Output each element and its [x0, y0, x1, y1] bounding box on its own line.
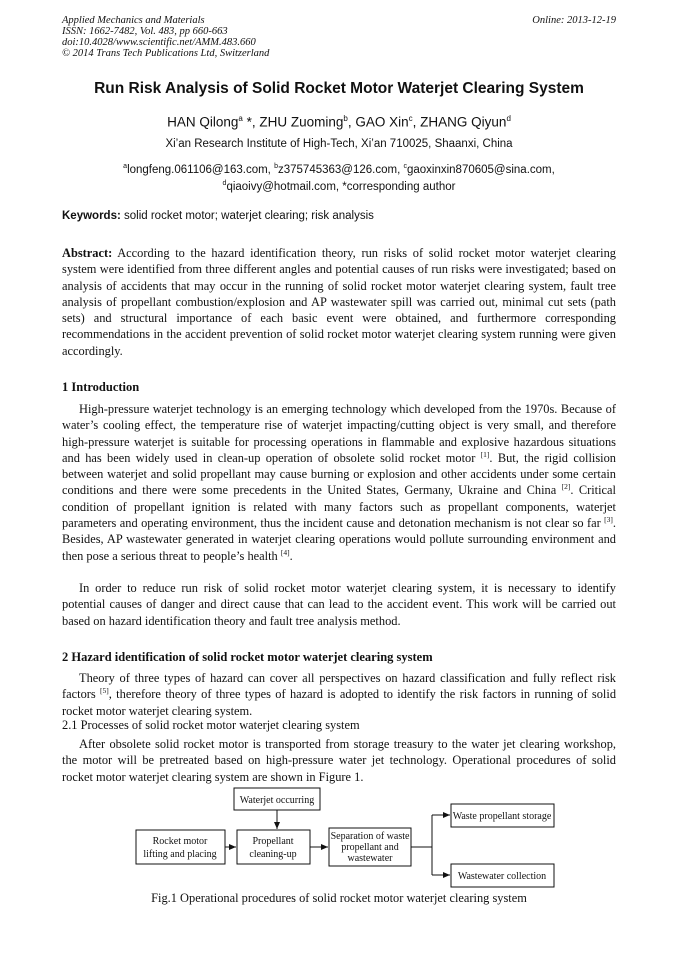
- author-name: GAO Xin: [355, 114, 409, 130]
- keywords-text: solid rocket motor; waterjet clearing; risk analysis: [120, 210, 374, 222]
- separation-label-2: propellant and: [341, 842, 399, 853]
- propellant-label-1: Propellant: [252, 836, 294, 847]
- citation-1: [1]: [480, 449, 490, 459]
- journal-name: Applied Mechanics and Materials: [62, 15, 205, 26]
- author-sup: c: [408, 114, 413, 123]
- separation-label-3: wastewater: [347, 853, 393, 864]
- subsection-2-1-heading: 2.1 Processes of solid rocket motor waterjet clearing system: [62, 718, 360, 732]
- text-run: High-pressure waterjet technology is an emerging technology which developed from the 1970s. Because of water’s cooling effect, the temperature rise of waterjet impacting/cutting object is very small, and therefore high-pressure waterjet is suitable for processing operations in flammable and explosive hazardous situations and has been widely used in clean-up operation of obsolete solid rocket motor: [62, 402, 616, 465]
- section-2-paragraph-2: After obsolete solid rocket motor is transported from storage treasury to the water jet clearing workshop, the motor will be pretreated based on high-pressure water jet technology. Operational procedures of solid rocket motor waterjet clearing system are shown in Figure 1.: [62, 737, 616, 784]
- abstract-label: Abstract:: [62, 246, 113, 260]
- email-c[interactable]: gaoxinxin870605@sina.com,: [406, 163, 555, 176]
- author-separator: ,: [347, 114, 356, 130]
- copyright-line: © 2014 Trans Tech Publications Ltd, Switzerland: [62, 48, 270, 59]
- author-sup: a: [238, 114, 243, 123]
- abstract-text: According to the hazard identification theory, run risks of solid rocket motor waterjet clearing system were identified from three different angles and potential causes of run risks were investigated; based on analysis of accidents that may occur in the running of solid rocket motor waterjet clearing system, fault tree analysis of propellant combustion/explosion and AP wastewater spill was carried out, minimal cut sets (path sets) and structural importance of each basic event were obtained, and furthermore corresponding recommendations in the accident prevention of solid rocket motor waterjet clearing system running were given accordingly.: [62, 246, 616, 358]
- citation-5: [5]: [100, 686, 109, 696]
- waterjet-occurring-label: Waterjet occurring: [239, 795, 315, 806]
- doi-line: doi:10.4028/www.scientific.net/AMM.483.660: [62, 37, 256, 48]
- rocket-motor-label-2: lifting and placing: [143, 849, 217, 860]
- figure-1-caption: Fig.1 Operational procedures of solid rocket motor waterjet clearing system: [151, 891, 527, 905]
- author-name: ZHU Zuoming: [259, 114, 344, 130]
- author-name: HAN Qilong: [167, 114, 239, 130]
- citation-3: [3]: [604, 514, 613, 524]
- wastewater-collection-label: Wastewater collection: [457, 871, 547, 882]
- email-list: $^a$longfeng.061106@163.com, $^b$z375745363@126.com, $^c$gaoxinxin870605@sina.com, $^d$qiaoivy@hotmail.com, *corresponding author: [123, 163, 555, 193]
- author-name: ZHANG Qiyun: [420, 114, 507, 130]
- author-separator: ,: [412, 114, 421, 130]
- online-date: Online: 2013-12-19: [532, 15, 616, 26]
- citation-2: [2]: [561, 482, 571, 492]
- text-run: . Besides, AP wastewater generated in waterjet clearing operations would pollute surrounding environment and then pose a serious threat to people’s health: [62, 516, 616, 563]
- intro-paragraph-2: In order to reduce run risk of solid rocket motor waterjet clearing system, it is necessary to identify potential causes of danger and direct cause that can lead to the accident event. This work will be carried out based on hazard identification theory and fault tree analysis method.: [62, 581, 616, 628]
- citation-4: [4]: [280, 547, 290, 557]
- text-run: Theory of three types of hazard can cover all perspectives on hazard classification and fully reflect risk factors: [62, 671, 616, 702]
- text-run: , therefore theory of three types of hazard is adopted to identify the risk factors in running of solid rocket motor waterjet clearing system.: [62, 687, 617, 718]
- author-sup: b: [343, 114, 348, 123]
- propellant-label-2: cleaning-up: [249, 849, 297, 860]
- author-sup: d: [506, 114, 511, 123]
- section-1-heading: 1 Introduction: [62, 380, 140, 394]
- rocket-motor-label-1: Rocket motor: [152, 836, 208, 847]
- email-a[interactable]: longfeng.061106@163.com,: [127, 163, 275, 176]
- section-2-heading: 2 Hazard identification of solid rocket motor waterjet clearing system: [62, 650, 433, 664]
- email-b[interactable]: z375745363@126.com,: [277, 163, 404, 176]
- text-run: . But, the rigid collision between waterjet and solid propellant may cause burning or explosion and other accidents under some certain conditions and there were some precedents in the United States, Germany, Ukraine and China: [62, 450, 616, 498]
- paper-title: Run Risk Analysis of Solid Rocket Motor Waterjet Clearing System: [94, 80, 584, 97]
- separation-label-1: Separation of waste: [330, 831, 410, 842]
- email-d[interactable]: qiaoivy@hotmail.com, *corresponding author: [226, 180, 456, 193]
- issn-line: ISSN: 1662-7482, Vol. 483, pp 660-663: [62, 26, 228, 37]
- text-run: . Critical condition of propellant ignition is related with many factors such as propellant components, waterjet parameters and operating environment, thus the incident cause and detonation mechanism is not clear so far: [62, 483, 616, 531]
- keywords-label: Keywords:: [62, 210, 121, 222]
- waste-propellant-storage-label: Waste propellant storage: [452, 811, 552, 822]
- author-separator: *,: [242, 114, 260, 130]
- text-run: .: [289, 548, 293, 563]
- affiliation: Xi’an Research Institute of High-Tech, Xi’an 710025, Shaanxi, China: [165, 138, 513, 150]
